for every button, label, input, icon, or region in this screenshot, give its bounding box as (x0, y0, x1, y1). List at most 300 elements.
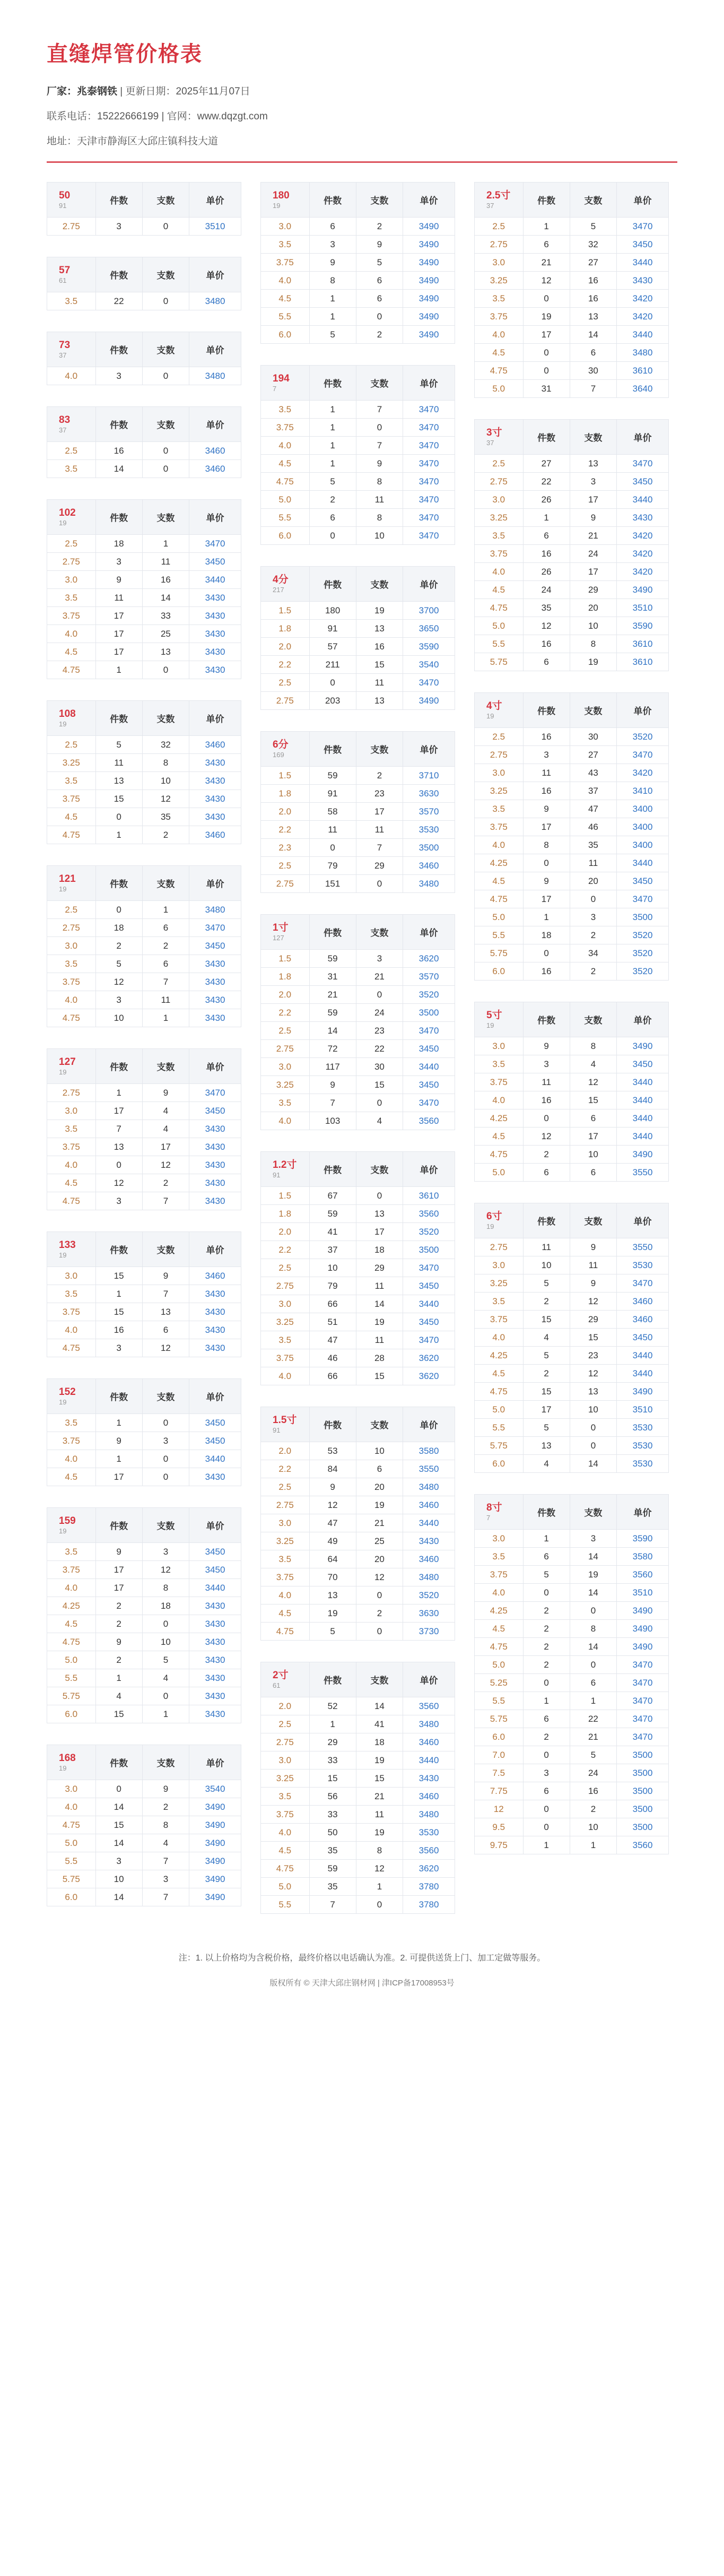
qty-cell: 0 (95, 808, 142, 826)
spec-table (260, 1662, 455, 1914)
price-cell: 3560 (403, 1842, 455, 1860)
pcs-header: 支数 (570, 183, 616, 218)
thickness-cell: 2.5 (261, 1022, 310, 1040)
table-row (47, 218, 241, 236)
table-row (475, 254, 669, 272)
price-cell: 3440 (617, 326, 669, 344)
page-footer (47, 1951, 677, 1988)
size-header (47, 1508, 96, 1543)
table-row (47, 736, 241, 754)
pcs-cell: 12 (570, 1293, 616, 1311)
table-row (261, 1295, 455, 1313)
pipe-size-sub: 61 (273, 1681, 281, 1689)
price-cell: 3430 (189, 1651, 241, 1669)
spec-table (47, 499, 241, 679)
table-row (47, 901, 241, 919)
pcs-cell: 15 (356, 1367, 403, 1385)
thickness-cell: 3.0 (47, 1267, 96, 1285)
table-row (261, 1586, 455, 1604)
price-cell: 3480 (189, 367, 241, 385)
price-header: 单价 (189, 257, 241, 292)
table-row (47, 661, 241, 679)
qty-cell: 0 (523, 1584, 570, 1602)
thickness-cell: 2.75 (475, 473, 524, 491)
qty-cell: 16 (523, 962, 570, 981)
spec-table (260, 566, 455, 710)
pcs-cell: 0 (142, 460, 189, 478)
thickness-cell: 3.75 (47, 1138, 96, 1156)
pcs-cell: 2 (142, 937, 189, 955)
thickness-cell: 5.75 (475, 1437, 524, 1455)
price-cell: 3530 (403, 821, 455, 839)
manufacturer-line (47, 83, 677, 98)
pcs-cell: 3 (142, 1543, 189, 1561)
price-header: 单价 (403, 1152, 455, 1187)
thickness-cell: 3.75 (475, 818, 524, 836)
price-cell: 3430 (189, 1687, 241, 1705)
qty-cell: 17 (95, 1561, 142, 1579)
thickness-cell: 3.0 (475, 1037, 524, 1055)
table-row (47, 790, 241, 808)
price-header: 单价 (617, 693, 669, 728)
qty-cell: 31 (523, 380, 570, 398)
pipe-size: 168 (59, 1752, 76, 1764)
thickness-cell: 5.5 (47, 1669, 96, 1687)
spec-table (474, 692, 669, 981)
table-row (261, 1604, 455, 1623)
qty-cell: 203 (309, 692, 356, 710)
table-header-row (47, 1049, 241, 1084)
price-cell: 3500 (403, 1241, 455, 1259)
thickness-cell: 4.0 (261, 1824, 310, 1842)
price-cell: 3550 (403, 1460, 455, 1478)
table-row (261, 1076, 455, 1094)
thickness-cell: 4.75 (47, 1816, 96, 1834)
pcs-header: 支数 (356, 1152, 403, 1187)
qty-cell: 35 (523, 599, 570, 617)
size-header (47, 500, 96, 535)
thickness-cell: 3.75 (47, 1561, 96, 1579)
pcs-header: 支数 (142, 1232, 189, 1267)
price-cell: 3400 (617, 818, 669, 836)
size-header (47, 701, 96, 736)
table-row (261, 1697, 455, 1715)
price-cell: 3420 (617, 290, 669, 308)
price-cell: 3470 (403, 674, 455, 692)
table-row (475, 1091, 669, 1109)
qty-cell: 3 (95, 1339, 142, 1357)
price-cell: 3470 (403, 1022, 455, 1040)
qty-cell: 0 (309, 674, 356, 692)
qty-cell: 5 (309, 473, 356, 491)
table-row (261, 1896, 455, 1914)
pipe-size: 6分 (273, 739, 289, 750)
pipe-size: 73 (59, 339, 71, 351)
qty-cell: 1 (523, 1692, 570, 1710)
thickness-cell: 9.5 (475, 1818, 524, 1836)
table-row (261, 803, 455, 821)
pcs-cell: 19 (570, 1566, 616, 1584)
price-cell: 3540 (189, 1780, 241, 1798)
price-cell: 3430 (189, 1339, 241, 1357)
thickness-cell: 2.5 (475, 728, 524, 746)
pcs-cell: 7 (142, 1285, 189, 1303)
pcs-cell: 7 (356, 437, 403, 455)
thickness-cell: 3.5 (47, 460, 96, 478)
price-header: 单价 (403, 567, 455, 602)
thickness-cell: 3.0 (475, 764, 524, 782)
thickness-cell: 3.0 (475, 491, 524, 509)
pcs-header: 支数 (356, 1662, 403, 1697)
table-row (261, 1187, 455, 1205)
size-header (47, 257, 96, 292)
qty-cell: 58 (309, 803, 356, 821)
thickness-cell: 3.75 (261, 1568, 310, 1586)
price-cell: 3490 (189, 1870, 241, 1888)
table-row (261, 1223, 455, 1241)
pcs-cell: 0 (356, 1623, 403, 1641)
price-cell: 3440 (403, 1295, 455, 1313)
table-row (261, 1770, 455, 1788)
qty-cell: 2 (95, 1651, 142, 1669)
thickness-cell: 2.3 (261, 839, 310, 857)
pcs-cell: 10 (570, 1401, 616, 1419)
price-cell: 3460 (189, 460, 241, 478)
thickness-cell: 1.5 (261, 767, 310, 785)
table-row (261, 1058, 455, 1076)
table-row (47, 1303, 241, 1321)
table-row (475, 1401, 669, 1419)
table-header-row (261, 915, 455, 950)
thickness-cell: 5.5 (261, 1896, 310, 1914)
table-row (261, 1442, 455, 1460)
pcs-cell: 3 (142, 1870, 189, 1888)
price-cell: 3450 (617, 1329, 669, 1347)
pcs-cell: 0 (570, 1656, 616, 1674)
table-row (475, 362, 669, 380)
price-cell: 3440 (617, 1109, 669, 1127)
table-row (47, 808, 241, 826)
pcs-cell: 11 (356, 674, 403, 692)
table-header-row (261, 567, 455, 602)
qty-cell: 50 (309, 1824, 356, 1842)
pcs-cell: 20 (570, 872, 616, 890)
table-row (475, 1638, 669, 1656)
spec-table (260, 182, 455, 344)
qty-cell: 5 (523, 1419, 570, 1437)
thickness-cell: 6.0 (475, 1728, 524, 1746)
thickness-cell: 4.5 (475, 344, 524, 362)
table-header-row (47, 183, 241, 218)
qty-cell: 5 (523, 1566, 570, 1584)
table-row (261, 401, 455, 419)
table-row (261, 656, 455, 674)
thickness-cell: 4.0 (475, 326, 524, 344)
price-cell: 3510 (617, 1401, 669, 1419)
pcs-cell: 9 (356, 455, 403, 473)
spec-table (260, 1151, 455, 1385)
pcs-header: 支数 (356, 183, 403, 218)
qty-header: 件数 (523, 1495, 570, 1530)
thickness-cell: 4.5 (47, 643, 96, 661)
pcs-cell: 32 (142, 736, 189, 754)
qty-header: 件数 (309, 366, 356, 401)
table-row (261, 1824, 455, 1842)
qty-cell: 59 (309, 950, 356, 968)
price-cell: 3430 (403, 1532, 455, 1550)
pipe-size: 57 (59, 264, 71, 276)
table-row (47, 1780, 241, 1798)
price-cell: 3460 (403, 1788, 455, 1806)
table-row (47, 1687, 241, 1705)
thickness-cell: 4.5 (261, 455, 310, 473)
price-cell: 3490 (617, 581, 669, 599)
price-cell: 3440 (617, 854, 669, 872)
thickness-cell: 2.75 (47, 919, 96, 937)
thickness-cell: 4.5 (475, 1127, 524, 1146)
price-cell: 3560 (403, 1697, 455, 1715)
table-header-row (261, 1662, 455, 1697)
qty-cell: 0 (95, 901, 142, 919)
thickness-cell: 2.75 (475, 1238, 524, 1256)
table-header-row (47, 500, 241, 535)
thickness-cell: 4.5 (261, 290, 310, 308)
price-cell: 3490 (617, 1620, 669, 1638)
table-header-row (261, 366, 455, 401)
qty-cell: 8 (523, 836, 570, 854)
table-row (47, 754, 241, 772)
table-row (47, 1870, 241, 1888)
pcs-cell: 19 (356, 1496, 403, 1514)
thickness-cell: 3.5 (261, 1550, 310, 1568)
thickness-cell: 5.0 (475, 617, 524, 635)
table-row (261, 473, 455, 491)
thickness-cell: 3.25 (261, 1313, 310, 1331)
thickness-cell: 4.0 (47, 367, 96, 385)
tables-column-2 (260, 182, 455, 1914)
price-cell: 3470 (617, 1674, 669, 1692)
price-cell: 3420 (617, 308, 669, 326)
thickness-cell: 2.75 (475, 236, 524, 254)
qty-cell: 0 (95, 1780, 142, 1798)
price-cell: 3430 (189, 1192, 241, 1210)
pcs-cell: 19 (356, 602, 403, 620)
spec-table (47, 1507, 241, 1723)
qty-cell: 15 (95, 790, 142, 808)
thickness-cell: 4.5 (261, 1842, 310, 1860)
pcs-cell: 19 (356, 1751, 403, 1770)
pipe-size-sub: 61 (59, 276, 67, 284)
pcs-cell: 6 (142, 955, 189, 973)
table-row (261, 1367, 455, 1385)
thickness-cell: 6.0 (475, 962, 524, 981)
thickness-cell: 6.0 (47, 1888, 96, 1906)
qty-cell: 15 (523, 1311, 570, 1329)
table-row (475, 872, 669, 890)
qty-cell: 59 (309, 1860, 356, 1878)
table-row (47, 1321, 241, 1339)
pipe-size-sub: 19 (59, 884, 67, 893)
pcs-cell: 12 (356, 1568, 403, 1586)
price-cell: 3520 (403, 1223, 455, 1241)
pipe-size-sub: 37 (486, 201, 494, 210)
table-row (261, 1842, 455, 1860)
pcs-cell: 21 (570, 1728, 616, 1746)
thickness-cell: 2.2 (261, 1004, 310, 1022)
qty-cell: 211 (309, 656, 356, 674)
thickness-cell: 4.75 (261, 473, 310, 491)
pcs-cell: 0 (142, 661, 189, 679)
thickness-cell: 1.8 (261, 620, 310, 638)
table-header-row (47, 1232, 241, 1267)
thickness-cell: 3.5 (475, 1293, 524, 1311)
thickness-cell: 4.0 (47, 1321, 96, 1339)
table-row (47, 607, 241, 625)
price-header: 单价 (189, 1745, 241, 1780)
pcs-cell: 0 (570, 1602, 616, 1620)
pcs-cell: 2 (142, 1174, 189, 1192)
pcs-cell: 13 (142, 1303, 189, 1321)
pcs-cell: 15 (570, 1329, 616, 1347)
qty-cell: 26 (523, 491, 570, 509)
price-cell: 3460 (403, 1550, 455, 1568)
pcs-cell: 1 (570, 1692, 616, 1710)
price-cell: 3490 (189, 1798, 241, 1816)
pcs-cell: 23 (356, 785, 403, 803)
qty-cell: 1 (95, 1084, 142, 1102)
pcs-cell: 22 (356, 1040, 403, 1058)
table-row (47, 1156, 241, 1174)
pipe-size-sub: 127 (273, 933, 284, 942)
table-row (261, 620, 455, 638)
table-row (47, 535, 241, 553)
qty-cell: 10 (309, 1259, 356, 1277)
price-cell: 3710 (403, 767, 455, 785)
table-header-row (47, 407, 241, 442)
qty-cell: 14 (309, 1022, 356, 1040)
price-cell: 3440 (403, 1751, 455, 1770)
pipe-size: 1.2寸 (273, 1159, 297, 1170)
table-row (475, 1548, 669, 1566)
thickness-cell: 3.5 (475, 800, 524, 818)
thickness-cell: 4.75 (475, 362, 524, 380)
price-cell: 3450 (617, 1055, 669, 1073)
qty-cell: 11 (523, 1238, 570, 1256)
thickness-cell: 7.75 (475, 1782, 524, 1800)
price-cell: 3480 (189, 901, 241, 919)
pipe-size: 5寸 (486, 1009, 502, 1021)
thickness-cell: 5.0 (475, 1656, 524, 1674)
pcs-cell: 2 (570, 926, 616, 944)
pipe-size: 127 (59, 1056, 76, 1068)
qty-cell: 33 (309, 1751, 356, 1770)
table-row (261, 785, 455, 803)
pcs-cell: 0 (142, 1450, 189, 1468)
price-cell: 3450 (617, 473, 669, 491)
thickness-cell: 4.0 (47, 991, 96, 1009)
qty-cell: 0 (523, 854, 570, 872)
table-row (261, 1259, 455, 1277)
qty-cell: 64 (309, 1550, 356, 1568)
pcs-cell: 4 (356, 1112, 403, 1130)
price-cell: 3460 (617, 1311, 669, 1329)
pcs-cell: 7 (356, 839, 403, 857)
price-cell: 3490 (403, 254, 455, 272)
qty-cell: 21 (309, 986, 356, 1004)
pcs-cell: 11 (142, 991, 189, 1009)
qty-cell: 5 (95, 736, 142, 754)
table-row (47, 937, 241, 955)
price-cell: 3580 (403, 1442, 455, 1460)
price-cell: 3450 (189, 937, 241, 955)
qty-cell: 10 (95, 1009, 142, 1027)
qty-header: 件数 (309, 183, 356, 218)
pipe-size: 2寸 (273, 1669, 289, 1681)
spec-table (474, 1002, 669, 1182)
price-cell: 3450 (189, 553, 241, 571)
qty-cell: 22 (95, 292, 142, 310)
price-header: 单价 (189, 500, 241, 535)
table-row (47, 553, 241, 571)
table-row (475, 563, 669, 581)
thickness-cell: 1.8 (261, 968, 310, 986)
pcs-cell: 23 (356, 1022, 403, 1040)
table-row (475, 764, 669, 782)
pcs-cell: 9 (142, 1780, 189, 1798)
manufacturer-name: 兆泰钢铁 (77, 86, 118, 97)
thickness-cell: 5.25 (475, 1674, 524, 1692)
pcs-cell: 5 (570, 218, 616, 236)
price-cell: 3550 (617, 1238, 669, 1256)
price-cell: 3470 (403, 455, 455, 473)
qty-cell: 0 (523, 1746, 570, 1764)
pcs-cell: 5 (570, 1746, 616, 1764)
pcs-header: 支数 (142, 866, 189, 901)
price-header: 单价 (189, 332, 241, 367)
pcs-cell: 9 (570, 1238, 616, 1256)
table-row (475, 1073, 669, 1091)
pcs-cell: 16 (142, 571, 189, 589)
thickness-cell: 5.0 (261, 491, 310, 509)
pcs-cell: 17 (570, 1127, 616, 1146)
qty-cell: 66 (309, 1367, 356, 1385)
price-header: 单价 (189, 701, 241, 736)
pcs-cell: 19 (356, 1824, 403, 1842)
pcs-cell: 7 (142, 1888, 189, 1906)
thickness-cell: 4.25 (475, 854, 524, 872)
table-row (47, 571, 241, 589)
price-cell: 3470 (189, 919, 241, 937)
price-cell: 3460 (189, 736, 241, 754)
pcs-cell: 19 (356, 1313, 403, 1331)
table-row (261, 254, 455, 272)
pcs-cell: 14 (570, 1638, 616, 1656)
table-row (475, 728, 669, 746)
pcs-cell: 35 (142, 808, 189, 826)
table-row (475, 599, 669, 617)
pcs-cell: 23 (570, 1347, 616, 1365)
table-row (261, 1022, 455, 1040)
pcs-cell: 1 (142, 1009, 189, 1027)
pcs-cell: 0 (142, 442, 189, 460)
price-cell: 3700 (403, 602, 455, 620)
qty-cell: 47 (309, 1331, 356, 1349)
pipe-size-sub: 91 (273, 1170, 281, 1179)
qty-cell: 2 (95, 1597, 142, 1615)
thickness-cell: 2.75 (47, 218, 96, 236)
table-row (475, 290, 669, 308)
qty-cell: 59 (309, 1205, 356, 1223)
